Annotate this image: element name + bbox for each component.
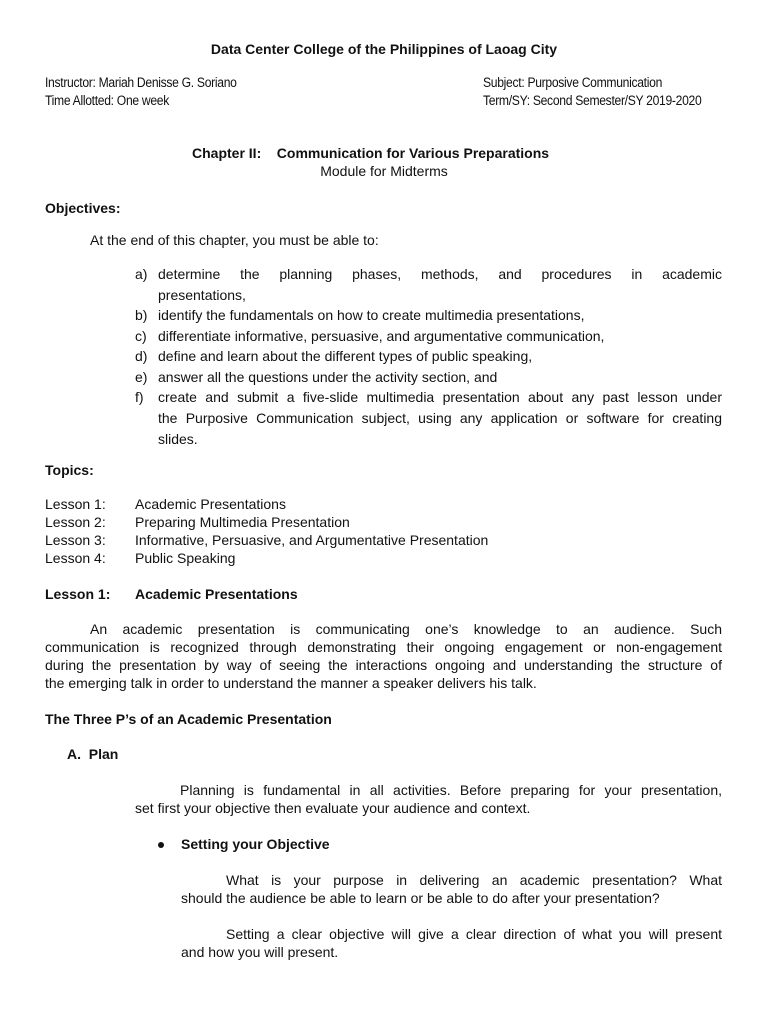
chapter-title: Chapter II: Communication for Various Preparations xyxy=(192,145,550,161)
list-item-text: answer all the questions under the activity section, and xyxy=(158,368,498,385)
section-heading: The Three P’s of an Academic Presentation xyxy=(45,711,332,727)
bullet-icon xyxy=(158,842,164,848)
chapter-subtitle: Module for Midterms xyxy=(320,163,448,179)
lesson-number: Lesson 4: xyxy=(45,550,106,566)
lesson-title: Academic Presentations xyxy=(135,586,298,602)
list-item-text-line: determine the planning phases, methods, and procedures in academic xyxy=(158,266,722,282)
list-item xyxy=(135,264,722,306)
list-item xyxy=(135,346,722,367)
paragraph-line: What is your purpose in delivering an academic presentation? What xyxy=(226,872,722,888)
lesson-title: Preparing Multimedia Presentation xyxy=(135,514,350,530)
list-item-text-line: slides. xyxy=(158,430,198,447)
paragraph-line: should the audience be able to learn or be able to do after your presentation? xyxy=(181,890,660,906)
list-item-label: c) xyxy=(135,327,147,344)
list-item-text-line: the Purposive Communication subject, using any application or software for creating xyxy=(158,409,722,426)
objectives-intro: At the end of this chapter, you must be able to: xyxy=(90,232,379,248)
list-item-text-line: create and submit a five-slide multimedia presentation about any past lesson under xyxy=(158,389,722,406)
subsection-heading-plan: A. Plan xyxy=(67,746,119,762)
list-item-text: differentiate informative, persuasive, and argumentative communication, xyxy=(158,327,605,344)
lesson-number: Lesson 1: xyxy=(45,496,106,512)
paragraph-line: set first your objective then evaluate your audience and context. xyxy=(135,800,531,816)
list-item-text: identify the fundamentals on how to create multimedia presentations, xyxy=(158,307,585,323)
list-item-text: define and learn about the different types of public speaking, xyxy=(158,348,533,365)
lesson-number: Lesson 2: xyxy=(45,514,106,530)
list-item-label: d) xyxy=(135,348,148,365)
lesson-number: Lesson 3: xyxy=(45,532,106,548)
list-item-label: f) xyxy=(135,389,144,406)
list-item xyxy=(135,367,722,388)
paragraph-line: the emerging talk in order to understand the manner a speaker delivers his talk. xyxy=(45,675,537,691)
paragraph-line: during the presentation by way of seeing the interactions ongoing and understanding the structure of xyxy=(45,657,722,673)
paragraph-line: Setting a clear objective will give a clear direction of what you will present xyxy=(226,926,722,942)
list-item-text-line: presentations, xyxy=(158,286,246,303)
subject-line: Subject: Purposive Communication xyxy=(483,75,663,90)
list-item xyxy=(135,326,722,347)
paragraph-line: An academic presentation is communicating one’s knowledge to an audience. Such xyxy=(90,621,722,637)
term-line: Term/SY: Second Semester/SY 2019-2020 xyxy=(483,93,702,108)
lesson-title: Academic Presentations xyxy=(135,496,286,512)
list-item xyxy=(135,305,722,326)
time-allotted-line: Time Allotted: One week xyxy=(45,93,170,108)
list-item-label: a) xyxy=(135,266,148,282)
paragraph-line: and how you will present. xyxy=(181,944,339,960)
lesson-number: Lesson 1: xyxy=(45,586,111,602)
bullet-heading: Setting your Objective xyxy=(181,836,330,852)
topics-heading: Topics: xyxy=(45,462,94,478)
objectives-heading: Objectives: xyxy=(45,200,121,216)
instructor-line: Instructor: Mariah Denisse G. Soriano xyxy=(45,75,237,90)
paragraph-line: Planning is fundamental in all activities. Before preparing for your presentation, xyxy=(180,782,722,798)
list-item xyxy=(135,387,722,449)
list-item-label: e) xyxy=(135,368,148,385)
lesson-title: Public Speaking xyxy=(135,550,236,566)
school-name: Data Center College of the Philippines of Laoag City xyxy=(210,41,558,57)
list-item-label: b) xyxy=(135,307,148,323)
paragraph-line: communication is recognized through demonstrating their ongoing engagement or non-engagement xyxy=(45,639,722,655)
lesson-title: Informative, Persuasive, and Argumentative Presentation xyxy=(135,532,489,548)
